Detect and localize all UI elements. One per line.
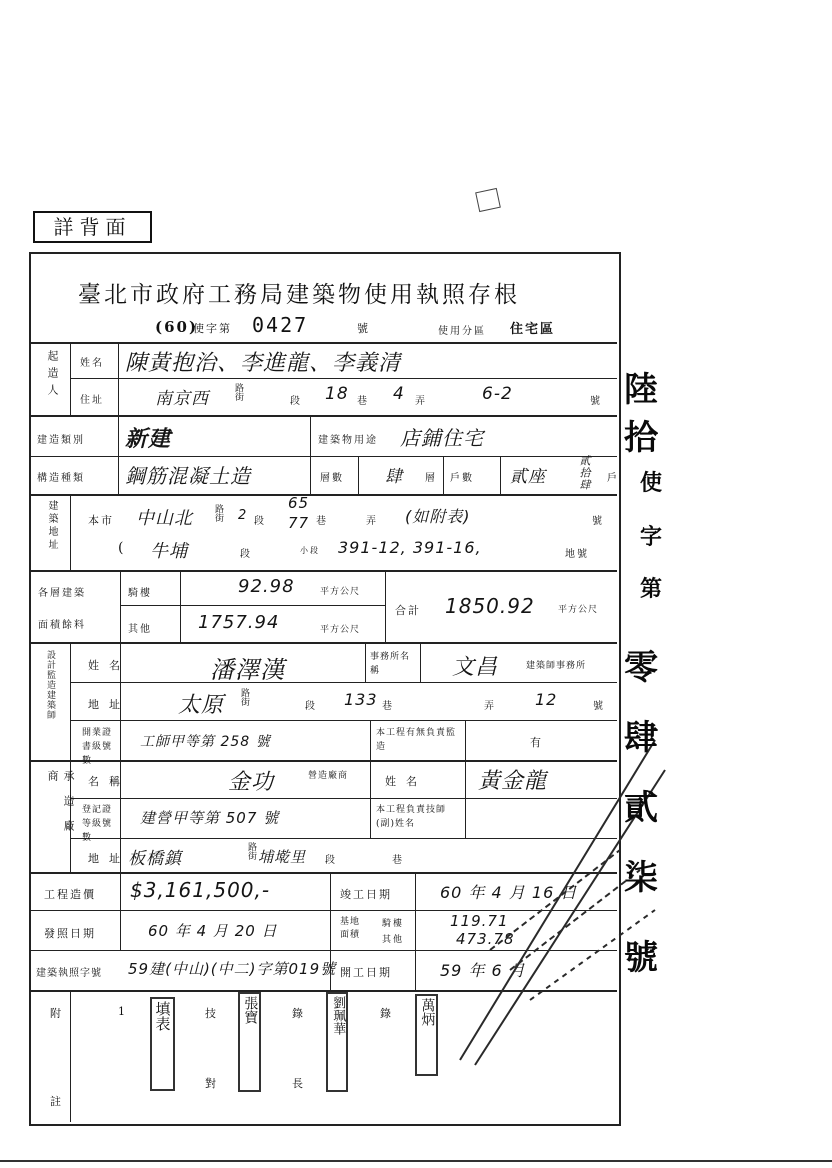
col-line bbox=[370, 720, 371, 760]
site-paren: ( bbox=[118, 540, 126, 556]
site-other-value: 473.78 bbox=[456, 930, 515, 948]
site-sec-unit: 段 bbox=[254, 516, 266, 527]
total-label: 合計 bbox=[395, 604, 421, 617]
site-section-label: 建築地址 bbox=[46, 500, 57, 552]
start-value: 59 年 6 月 bbox=[440, 961, 526, 980]
col-line bbox=[310, 415, 311, 456]
site-note: (如附表) bbox=[405, 507, 471, 526]
site-arcade-label: 騎樓 bbox=[382, 919, 405, 929]
col-line bbox=[180, 570, 181, 642]
edge-char-6: 零 bbox=[624, 648, 658, 688]
row-line bbox=[70, 378, 617, 379]
builder-addr-road: 南京西 bbox=[155, 389, 209, 409]
site-other-label: 其他 bbox=[382, 935, 405, 945]
architect-addr-lane-label: 巷 bbox=[382, 701, 394, 712]
site-road: 中山北 bbox=[136, 508, 193, 529]
edge-char-2: 拾 bbox=[624, 418, 658, 458]
architect-addr-road-unit: 路街 bbox=[239, 688, 249, 706]
contractor-cert-label: 登記證等級號數 bbox=[82, 805, 113, 843]
issue-value: 60 年 4 月 20 日 bbox=[148, 922, 278, 940]
header-tag: 詳背面 bbox=[33, 211, 152, 243]
col-line bbox=[420, 642, 421, 682]
architect-addr-alley-label: 弄 bbox=[484, 701, 496, 712]
edge-char-7: 肆 bbox=[624, 718, 658, 758]
corner-mark bbox=[475, 188, 501, 212]
license-suffix: 號 bbox=[357, 322, 370, 335]
area-label-2: 面積餘料 bbox=[38, 620, 86, 631]
builder-addr-lane: 18 bbox=[325, 384, 349, 404]
builder-addr-sec-label: 段 bbox=[290, 396, 302, 407]
contractor-tech-label: 本工程負責技師(副)姓名 bbox=[376, 805, 447, 829]
notes-label-top: 附 bbox=[50, 1007, 63, 1020]
col-line bbox=[443, 456, 444, 494]
floors-unit: 層 bbox=[425, 473, 437, 484]
site-land-sec: 牛埔 bbox=[150, 541, 188, 562]
cost-value: $3,161,500,- bbox=[130, 878, 271, 902]
office-label: 事務所名稱 bbox=[370, 652, 411, 676]
builder-name-label: 姓名 bbox=[80, 358, 104, 369]
col-line bbox=[310, 456, 311, 494]
contractor-addr-lane: 巷 bbox=[392, 855, 404, 866]
site-lane-label: 巷 bbox=[316, 516, 328, 527]
license-label: 使字第 bbox=[193, 322, 232, 335]
architect-name: 潘澤漢 bbox=[210, 656, 285, 684]
col-line bbox=[70, 990, 71, 1122]
approval-stamp-1: 填表 bbox=[150, 997, 175, 1091]
notes-bottom-1: 對 bbox=[205, 1077, 218, 1090]
arcade-value: 92.98 bbox=[238, 576, 295, 597]
total-unit: 平方公尺 bbox=[558, 605, 599, 615]
arcade-label: 騎樓 bbox=[128, 588, 152, 599]
site-city: 本市 bbox=[88, 514, 114, 527]
area-label-1: 各層建築 bbox=[38, 588, 86, 599]
floors-value: 肆 bbox=[385, 467, 403, 487]
edge-char-1: 陸 bbox=[624, 370, 658, 410]
architect-cert-label: 開業證書級號數 bbox=[82, 728, 113, 766]
other-value: 1757.94 bbox=[198, 612, 280, 633]
notes-col-1: 技 bbox=[205, 1007, 218, 1020]
office-suffix: 建築師事務所 bbox=[526, 661, 587, 671]
zone-value: 住宅區 bbox=[510, 322, 556, 337]
builder-section-label: 起造人 bbox=[46, 350, 59, 401]
col-line bbox=[120, 872, 121, 950]
architect-cert: 工師甲等第 258 號 bbox=[140, 734, 271, 750]
builder-addr-no-label: 號 bbox=[590, 396, 602, 407]
contractor-person-label: 姓名 bbox=[385, 775, 427, 788]
architect-section-label: 設計監造建築師 bbox=[45, 650, 55, 720]
builder-addr-alley: 4 bbox=[393, 384, 405, 404]
site-lane: 65 bbox=[288, 494, 310, 512]
contractor-cert: 建營甲等第 507 號 bbox=[140, 809, 280, 827]
notes-label-bottom: 註 bbox=[50, 1095, 63, 1108]
col-line bbox=[358, 456, 359, 494]
col-line bbox=[118, 342, 119, 415]
approval-stamp-4: 萬炳 bbox=[415, 994, 438, 1076]
notes-col-3: 錄 bbox=[380, 1007, 393, 1020]
approval-stamp-3: 劉珮華 bbox=[326, 992, 348, 1092]
col-line bbox=[500, 456, 501, 494]
builder-addr-label: 住址 bbox=[80, 395, 104, 406]
build-use-label: 建築物用途 bbox=[318, 435, 378, 446]
row-line bbox=[31, 570, 617, 572]
permit-value: 59建(中山)(中二)字第019號 bbox=[128, 960, 337, 978]
build-use-value: 店鋪住宅 bbox=[400, 426, 484, 450]
total-value: 1850.92 bbox=[445, 594, 535, 618]
license-number: 0427 bbox=[252, 313, 309, 337]
edge-char-3: 使 bbox=[640, 470, 663, 496]
architect-addr-road: 太原 bbox=[178, 693, 225, 718]
site-lane2: 77 bbox=[288, 514, 310, 532]
contractor-addr-sec: 段 bbox=[325, 855, 337, 866]
col-line bbox=[70, 494, 71, 570]
households-alt: 貳拾肆 bbox=[578, 455, 591, 491]
edge-char-10: 號 bbox=[624, 938, 658, 978]
builder-addr-alley-label: 弄 bbox=[415, 396, 427, 407]
contractor-addr-label: 地址 bbox=[88, 852, 130, 865]
contractor-addr-road-unit: 路街 bbox=[246, 842, 256, 860]
form-title: 臺北市政府工務局建築物使用執照存根 bbox=[78, 282, 520, 308]
contractor-section-label: 承造廠商 bbox=[46, 770, 75, 845]
builder-addr-no: 6-2 bbox=[482, 384, 513, 404]
arcade-unit: 平方公尺 bbox=[320, 587, 361, 597]
edge-char-5: 第 bbox=[640, 576, 663, 602]
license-prefix: (60) bbox=[155, 318, 199, 336]
site-area-label: 基地面積 bbox=[340, 917, 361, 940]
notes-col-2: 錄 bbox=[292, 1007, 305, 1020]
edge-char-8: 貳 bbox=[624, 788, 658, 828]
floors-label: 層數 bbox=[320, 473, 344, 484]
edge-char-9: 柒 bbox=[624, 858, 658, 898]
col-line bbox=[120, 642, 121, 872]
builder-addr-lane-label: 巷 bbox=[357, 396, 369, 407]
permit-label: 建築執照字號 bbox=[36, 968, 102, 979]
site-land-sec-label: 段 bbox=[240, 549, 252, 560]
architect-addr-sec-label: 段 bbox=[305, 701, 317, 712]
site-lots: 391-12, 391-16, bbox=[338, 538, 482, 557]
other-unit: 平方公尺 bbox=[320, 625, 361, 635]
issue-label: 發照日期 bbox=[44, 927, 96, 940]
architect-duty: 有 bbox=[530, 736, 543, 749]
col-line bbox=[120, 570, 121, 642]
households-unit: 戶 bbox=[607, 473, 619, 484]
row-line bbox=[120, 605, 385, 606]
row-line bbox=[31, 642, 617, 644]
page-edge-line bbox=[0, 1160, 832, 1162]
architect-duty-label: 本工程有無負責監造 bbox=[376, 728, 457, 752]
edge-char-4: 字 bbox=[640, 524, 663, 550]
site-sec: 2 bbox=[238, 508, 248, 523]
builder-names: 陳黃抱治、李進龍、李義清 bbox=[125, 351, 402, 376]
office-name: 文昌 bbox=[452, 655, 499, 680]
struct-label: 構造種類 bbox=[37, 473, 85, 484]
build-type-label: 建造類別 bbox=[37, 435, 85, 446]
site-road-unit: 路街 bbox=[213, 504, 223, 522]
col-line bbox=[70, 342, 71, 415]
architect-addr-no: 12 bbox=[535, 690, 558, 709]
cost-label: 工程造價 bbox=[44, 888, 96, 901]
start-label: 開工日期 bbox=[340, 966, 392, 979]
done-value: 60 年 4 月 16 日 bbox=[440, 883, 578, 902]
done-label: 竣工日期 bbox=[340, 888, 392, 901]
other-label: 其他 bbox=[128, 624, 152, 635]
architect-addr-label: 地址 bbox=[88, 698, 130, 711]
architect-name-label: 姓名 bbox=[88, 659, 130, 672]
households-value: 貳座 bbox=[510, 467, 546, 487]
households-label: 戶數 bbox=[450, 473, 474, 484]
site-sub-label: 小段 bbox=[300, 546, 320, 555]
site-no-label: 號 bbox=[592, 516, 604, 527]
contractor-addr-road: 埔墘里 bbox=[258, 848, 307, 866]
contractor-person: 黃金龍 bbox=[478, 769, 548, 794]
contractor-name-suffix: 營造廠商 bbox=[308, 771, 349, 781]
col-line bbox=[370, 760, 371, 838]
notes-index: 1 bbox=[118, 1005, 127, 1018]
col-line bbox=[385, 570, 386, 642]
site-lot-label: 地號 bbox=[565, 549, 589, 560]
col-line bbox=[365, 642, 366, 682]
row-line bbox=[70, 682, 617, 683]
site-arcade-value: 119.71 bbox=[450, 912, 509, 930]
col-line bbox=[415, 872, 416, 990]
contractor-name-label: 名稱 bbox=[88, 775, 130, 788]
zone-label: 使用分區 bbox=[438, 326, 486, 337]
struct-value: 鋼筋混凝土造 bbox=[125, 464, 251, 488]
notes-bottom-2: 長 bbox=[292, 1077, 305, 1090]
approval-stamp-2: 張寶 bbox=[238, 992, 261, 1092]
col-line bbox=[118, 415, 119, 495]
contractor-addr: 板橋鎮 bbox=[128, 849, 182, 869]
architect-addr-no-label: 號 bbox=[593, 701, 605, 712]
site-extra: 弄 bbox=[366, 516, 378, 527]
contractor-name: 金功 bbox=[228, 770, 275, 795]
architect-addr-lane: 133 bbox=[344, 690, 378, 709]
builder-addr-road-unit: 路街 bbox=[233, 383, 243, 401]
build-type-value: 新建 bbox=[125, 427, 172, 452]
